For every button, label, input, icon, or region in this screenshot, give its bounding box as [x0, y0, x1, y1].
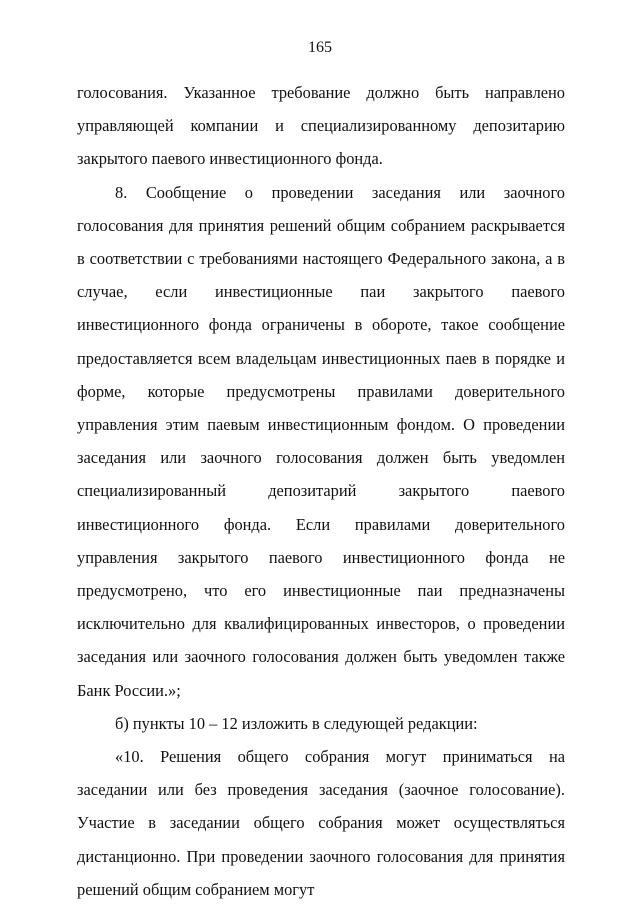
paragraph-item-10: «10. Решения общего собрания могут приниматься на заседании или без проведения заседания (заочное голосование). Участие в заседании общего собрания может осуществляться дистанционно. При проведении заочного голосования для принятия решений общим собранием могут — [77, 747, 565, 899]
paragraph-item-8: 8. Сообщение о проведении заседания или заочного голосования для принятия решений общим собранием раскрывается в соответствии с требованиями настоящего Федерального закона, а в случае, если инвестиционные паи закрытого паевого инвестиционного фонда ограничены в обороте, такое сообщение предоставляется всем владельцам инвестиционных паев в порядке и форме, которые предусмотрены правилами доверительного управления этим паевым инвестиционным фондом. О проведении заседания или заочного голосования должен быть уведомлен специализированный депозитарий закрытого паевого инвестиционного фонда. Если правилами доверительного управления закрытого паевого инвестиционного фонда не предусмотрено, что его инвестиционные паи предназначены исключительно для квалифицированных инвесторов, о проведении заседания или заочного голосования должен быть уведомлен также Банк России.»; — [77, 182, 565, 700]
paragraph-subitem-b: б) пункты 10 – 12 изложить в следующей редакции: — [115, 713, 478, 733]
document-body — [77, 76, 565, 906]
paragraph-continuation: голосования. Указанное требование должно быть направлено управляющей компании и специализированному депозитарию закрытого паевого инвестиционного фонда. — [77, 83, 565, 169]
page-number: 165 — [308, 39, 332, 56]
